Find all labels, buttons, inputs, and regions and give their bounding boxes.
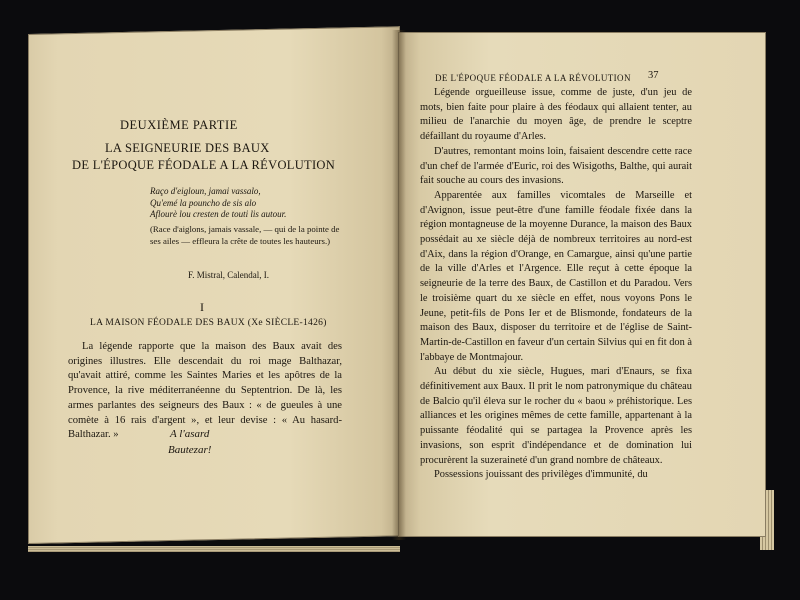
section-title-line1: LA SEIGNEURIE DES BAUX [105, 141, 270, 155]
running-header: DE L'ÉPOQUE FÉODALE A LA RÉVOLUTION [435, 73, 631, 83]
page-number: 37 [648, 70, 659, 81]
chapter-heading: LA MAISON FÉODALE DES BAUX (Xe SIÈCLE-1426) [90, 318, 327, 328]
left-page [28, 26, 400, 544]
section-title-line2: DE L'ÉPOQUE FÉODALE A LA RÉVOLUTION [72, 158, 336, 172]
motto [168, 426, 211, 458]
paragraph: D'autres, remontant moins loin, faisaient descendre cette race d'un chef de l'armée d'Euric, roi des Wisigoths, Balthe, qui aurait fait souche au cours des invasions. [420, 145, 692, 187]
motto-line: A l'asard [170, 428, 210, 440]
paragraph: Possessions jouissant des privilèges d'immunité, du [434, 469, 648, 481]
epigraph-line: Raço d'eigloun, jamai vassalo, [150, 186, 261, 196]
epigraph-translation: (Race d'aiglons, jamais vassale, — qui de la pointe de ses ailes — effleura la crête de toutes les hauteurs.) [150, 224, 340, 246]
book-gutter [392, 30, 406, 540]
epigraph-line: Qu'emé la pouncho de sis alo [150, 197, 257, 208]
part-label: DEUXIÈME PARTIE [120, 118, 238, 132]
epigraph-line: Aflourè lou cresten de touti lis autour. [150, 209, 287, 219]
chapter-numeral: I [200, 300, 204, 314]
epigraph [150, 186, 286, 221]
paragraph: Légende orgueilleuse issue, comme de juste, d'un jeu de mots, bien faite pour plaire à des féodaux qui allaient tenter, au milieu de l'anarchie du moyen âge, de prendre le sceptre défaillant du royaume d'Arles. [420, 87, 692, 143]
paragraph: Au début du xie siècle, Hugues, mari d'Enaurs, se fixa définitivement aux Baux. Il prit le nom patronymique du château de Balcio qu'il éleva sur le rocher du « baou » préhistorique. Les alliances et les origines mêmes de cette famille, appartenant à la puissante féodalité qui se partagea la Provence après les invasions, son esprit d'indépendance et de domination lui procurèrent la suzeraineté d'un grand nombre de châteaux. [420, 366, 692, 466]
epigraph-citation: F. Mistral, Calendal, I. [188, 270, 270, 280]
paragraph: La légende rapporte que la maison des Baux avait des origines illustres. Elle descendait du roi mage Balthazar, qu'avait attiré, comme les Saintes Maries et les apôtres de la Provence, la rive méditerranéenne du Septentrion. De là, les armes parlantes des seigneurs des Baux : « de gueules à une comète à 16 rais d'argent », et leur devise : « Au hasard-Balthazar. » [68, 341, 342, 441]
page-edges-bottom [28, 546, 400, 552]
paragraph: Apparentée aux familles vicomtales de Marseille et d'Avignon, issue peut-être d'une famille féodale fixée dans la région montagneuse de la moyenne Durance, la maison des Baux possédait au xe siècle déjà de nombreux territoires au nord-est d'Aix, dans la région d'Orange, en Camargue, ainsi qu'une partie de la ville d'Arles et l'Argence. Elle reçut à cette époque la seigneurie de la terre des Baux, de Castillon et du Paradou. Vers le troisième quart du xe siècle en effet, nous voyons Pons le Jeune, petit-fils de Pons Ier et de Blismonde, fondateurs de la maison des Baux, disposer du territoire et de l'église de Saint-Martin-de-Castillon en faveur d'un certain Silvius qui en fit don à l'abbaye de Montmajour. [420, 189, 692, 363]
motto-line: Bautezar! [168, 444, 212, 456]
right-body-text [420, 86, 692, 483]
